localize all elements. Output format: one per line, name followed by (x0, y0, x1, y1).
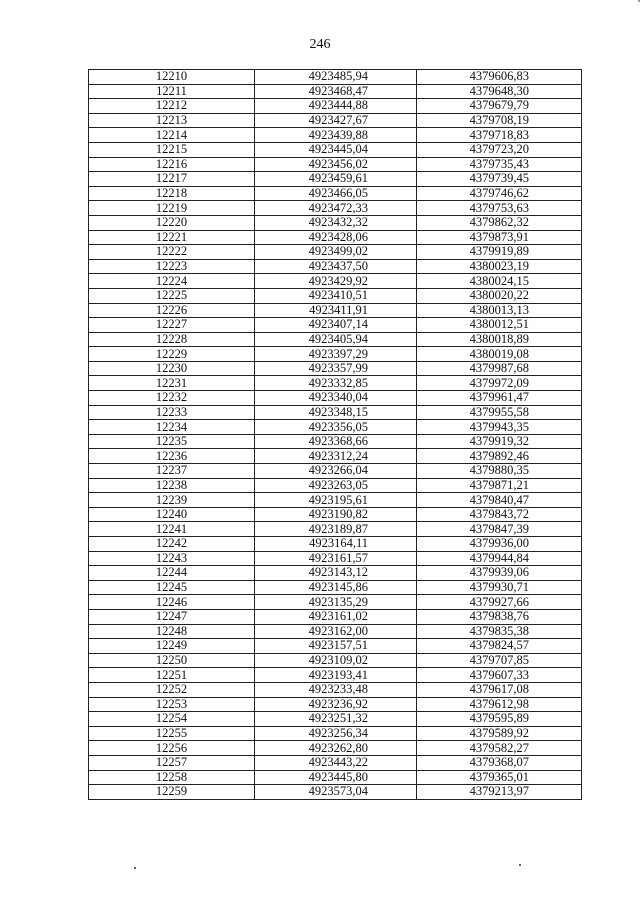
table-row (89, 493, 582, 508)
table-row (89, 551, 582, 566)
y-coordinate-cell: 4379612,98 (417, 697, 582, 712)
table-row (89, 464, 582, 479)
x-coordinate-cell: 4923357,99 (255, 361, 417, 376)
x-coordinate-cell: 4923332,85 (255, 376, 417, 391)
point-number-cell: 12220 (89, 215, 255, 230)
table-row (89, 361, 582, 376)
x-coordinate-cell: 4923348,15 (255, 405, 417, 420)
x-coordinate-cell: 4923468,47 (255, 84, 417, 99)
point-number-cell: 12227 (89, 318, 255, 333)
point-number-cell: 12218 (89, 186, 255, 201)
table-row (89, 84, 582, 99)
y-coordinate-cell: 4379961,47 (417, 391, 582, 406)
x-coordinate-cell: 4923256,34 (255, 726, 417, 741)
x-coordinate-cell: 4923444,88 (255, 99, 417, 114)
y-coordinate-cell: 4380023,19 (417, 259, 582, 274)
x-coordinate-cell: 4923437,50 (255, 259, 417, 274)
point-number-cell: 12216 (89, 157, 255, 172)
point-number-cell: 12233 (89, 405, 255, 420)
x-coordinate-cell: 4923368,66 (255, 434, 417, 449)
table-row (89, 215, 582, 230)
point-number-cell: 12211 (89, 84, 255, 99)
x-coordinate-cell: 4923262,80 (255, 741, 417, 756)
page-number: 246 (309, 37, 331, 52)
y-coordinate-cell: 4379835,38 (417, 624, 582, 639)
x-coordinate-cell: 4923266,04 (255, 464, 417, 479)
point-number-cell: 12259 (89, 785, 255, 800)
x-coordinate-cell: 4923439,88 (255, 128, 417, 143)
point-number-cell: 12249 (89, 639, 255, 654)
point-number-cell: 12224 (89, 274, 255, 289)
y-coordinate-cell: 4379735,43 (417, 157, 582, 172)
table-row (89, 682, 582, 697)
y-coordinate-cell: 4379718,83 (417, 128, 582, 143)
x-coordinate-cell: 4923312,24 (255, 449, 417, 464)
table-row (89, 639, 582, 654)
point-number-cell: 12231 (89, 376, 255, 391)
table-row (89, 595, 582, 610)
scan-speck (134, 867, 136, 869)
point-number-cell: 12240 (89, 507, 255, 522)
point-number-cell: 12247 (89, 609, 255, 624)
point-number-cell: 12226 (89, 303, 255, 318)
table-row (89, 172, 582, 187)
x-coordinate-cell: 4923466,05 (255, 186, 417, 201)
y-coordinate-cell: 4379617,08 (417, 682, 582, 697)
x-coordinate-cell: 4923109,02 (255, 653, 417, 668)
table-row (89, 609, 582, 624)
y-coordinate-cell: 4379679,79 (417, 99, 582, 114)
table-row (89, 537, 582, 552)
x-coordinate-cell: 4923485,94 (255, 70, 417, 85)
y-coordinate-cell: 4379368,07 (417, 755, 582, 770)
table-row (89, 113, 582, 128)
point-number-cell: 12212 (89, 99, 255, 114)
y-coordinate-cell: 4379708,19 (417, 113, 582, 128)
y-coordinate-cell: 4380024,15 (417, 274, 582, 289)
table-row (89, 507, 582, 522)
table-row (89, 128, 582, 143)
y-coordinate-cell: 4379365,01 (417, 770, 582, 785)
coordinates-table-body (89, 70, 582, 800)
point-number-cell: 12248 (89, 624, 255, 639)
table-row (89, 70, 582, 85)
x-coordinate-cell: 4923162,00 (255, 624, 417, 639)
point-number-cell: 12232 (89, 391, 255, 406)
x-coordinate-cell: 4923251,32 (255, 712, 417, 727)
y-coordinate-cell: 4380020,22 (417, 288, 582, 303)
y-coordinate-cell: 4379707,85 (417, 653, 582, 668)
y-coordinate-cell: 4379972,09 (417, 376, 582, 391)
y-coordinate-cell: 4379838,76 (417, 609, 582, 624)
y-coordinate-cell: 4379919,89 (417, 245, 582, 260)
y-coordinate-cell: 4379847,39 (417, 522, 582, 537)
x-coordinate-cell: 4923189,87 (255, 522, 417, 537)
x-coordinate-cell: 4923459,61 (255, 172, 417, 187)
point-number-cell: 12214 (89, 128, 255, 143)
x-coordinate-cell: 4923145,86 (255, 580, 417, 595)
y-coordinate-cell: 4379840,47 (417, 493, 582, 508)
y-coordinate-cell: 4379739,45 (417, 172, 582, 187)
x-coordinate-cell: 4923499,02 (255, 245, 417, 260)
point-number-cell: 12239 (89, 493, 255, 508)
table-row (89, 653, 582, 668)
table-row (89, 318, 582, 333)
point-number-cell: 12235 (89, 434, 255, 449)
point-number-cell: 12210 (89, 70, 255, 85)
table-row (89, 434, 582, 449)
table-row (89, 580, 582, 595)
table-row (89, 478, 582, 493)
point-number-cell: 12236 (89, 449, 255, 464)
x-coordinate-cell: 4923233,48 (255, 682, 417, 697)
table-row (89, 376, 582, 391)
point-number-cell: 12257 (89, 755, 255, 770)
table-row (89, 668, 582, 683)
y-coordinate-cell: 4379648,30 (417, 84, 582, 99)
y-coordinate-cell: 4379589,92 (417, 726, 582, 741)
y-coordinate-cell: 4379824,57 (417, 639, 582, 654)
scan-speck (519, 864, 521, 866)
x-coordinate-cell: 4923411,91 (255, 303, 417, 318)
x-coordinate-cell: 4923429,92 (255, 274, 417, 289)
y-coordinate-cell: 4379213,97 (417, 785, 582, 800)
x-coordinate-cell: 4923397,29 (255, 347, 417, 362)
table-row (89, 230, 582, 245)
point-number-cell: 12217 (89, 172, 255, 187)
x-coordinate-cell: 4923161,57 (255, 551, 417, 566)
table-row (89, 726, 582, 741)
table-row (89, 303, 582, 318)
x-coordinate-cell: 4923161,02 (255, 609, 417, 624)
x-coordinate-cell: 4923340,04 (255, 391, 417, 406)
point-number-cell: 12252 (89, 682, 255, 697)
table-row (89, 449, 582, 464)
y-coordinate-cell: 4379873,91 (417, 230, 582, 245)
point-number-cell: 12243 (89, 551, 255, 566)
coordinates-table (88, 69, 582, 800)
table-row (89, 347, 582, 362)
table-row (89, 697, 582, 712)
y-coordinate-cell: 4379944,84 (417, 551, 582, 566)
x-coordinate-cell: 4923445,04 (255, 142, 417, 157)
x-coordinate-cell: 4923472,33 (255, 201, 417, 216)
table-row (89, 391, 582, 406)
x-coordinate-cell: 4923427,67 (255, 113, 417, 128)
x-coordinate-cell: 4923193,41 (255, 668, 417, 683)
y-coordinate-cell: 4379582,27 (417, 741, 582, 756)
table-row (89, 288, 582, 303)
point-number-cell: 12230 (89, 361, 255, 376)
point-number-cell: 12237 (89, 464, 255, 479)
y-coordinate-cell: 4379723,20 (417, 142, 582, 157)
point-number-cell: 12215 (89, 142, 255, 157)
table-row (89, 420, 582, 435)
table-row (89, 785, 582, 800)
table-row (89, 770, 582, 785)
table-row (89, 186, 582, 201)
x-coordinate-cell: 4923236,92 (255, 697, 417, 712)
y-coordinate-cell: 4379943,35 (417, 420, 582, 435)
point-number-cell: 12246 (89, 595, 255, 610)
x-coordinate-cell: 4923190,82 (255, 507, 417, 522)
y-coordinate-cell: 4380013,13 (417, 303, 582, 318)
x-coordinate-cell: 4923573,04 (255, 785, 417, 800)
point-number-cell: 12251 (89, 668, 255, 683)
x-coordinate-cell: 4923428,06 (255, 230, 417, 245)
table-row (89, 332, 582, 347)
y-coordinate-cell: 4379880,35 (417, 464, 582, 479)
x-coordinate-cell: 4923410,51 (255, 288, 417, 303)
x-coordinate-cell: 4923356,05 (255, 420, 417, 435)
y-coordinate-cell: 4379892,46 (417, 449, 582, 464)
point-number-cell: 12225 (89, 288, 255, 303)
point-number-cell: 12256 (89, 741, 255, 756)
table-row (89, 405, 582, 420)
y-coordinate-cell: 4379746,62 (417, 186, 582, 201)
y-coordinate-cell: 4379862,32 (417, 215, 582, 230)
point-number-cell: 12258 (89, 770, 255, 785)
table-row (89, 157, 582, 172)
table-row (89, 142, 582, 157)
y-coordinate-cell: 4379987,68 (417, 361, 582, 376)
point-number-cell: 12250 (89, 653, 255, 668)
point-number-cell: 12255 (89, 726, 255, 741)
point-number-cell: 12254 (89, 712, 255, 727)
x-coordinate-cell: 4923157,51 (255, 639, 417, 654)
point-number-cell: 12228 (89, 332, 255, 347)
y-coordinate-cell: 4379936,00 (417, 537, 582, 552)
table-row (89, 741, 582, 756)
table-row (89, 259, 582, 274)
point-number-cell: 12238 (89, 478, 255, 493)
x-coordinate-cell: 4923407,14 (255, 318, 417, 333)
point-number-cell: 12241 (89, 522, 255, 537)
y-coordinate-cell: 4379927,66 (417, 595, 582, 610)
y-coordinate-cell: 4379930,71 (417, 580, 582, 595)
x-coordinate-cell: 4923445,80 (255, 770, 417, 785)
y-coordinate-cell: 4379939,06 (417, 566, 582, 581)
point-number-cell: 12242 (89, 537, 255, 552)
point-number-cell: 12213 (89, 113, 255, 128)
y-coordinate-cell: 4379595,89 (417, 712, 582, 727)
table-row (89, 624, 582, 639)
x-coordinate-cell: 4923143,12 (255, 566, 417, 581)
y-coordinate-cell: 4379843,72 (417, 507, 582, 522)
table-row (89, 755, 582, 770)
x-coordinate-cell: 4923456,02 (255, 157, 417, 172)
point-number-cell: 12229 (89, 347, 255, 362)
table-row (89, 274, 582, 289)
table-row (89, 99, 582, 114)
y-coordinate-cell: 4380018,89 (417, 332, 582, 347)
y-coordinate-cell: 4380019,08 (417, 347, 582, 362)
y-coordinate-cell: 4379919,32 (417, 434, 582, 449)
x-coordinate-cell: 4923164,11 (255, 537, 417, 552)
y-coordinate-cell: 4380012,51 (417, 318, 582, 333)
table-row (89, 712, 582, 727)
y-coordinate-cell: 4379955,58 (417, 405, 582, 420)
point-number-cell: 12234 (89, 420, 255, 435)
table-row (89, 201, 582, 216)
x-coordinate-cell: 4923195,61 (255, 493, 417, 508)
y-coordinate-cell: 4379606,83 (417, 70, 582, 85)
x-coordinate-cell: 4923405,94 (255, 332, 417, 347)
x-coordinate-cell: 4923135,29 (255, 595, 417, 610)
point-number-cell: 12221 (89, 230, 255, 245)
point-number-cell: 12222 (89, 245, 255, 260)
x-coordinate-cell: 4923443,22 (255, 755, 417, 770)
y-coordinate-cell: 4379871,21 (417, 478, 582, 493)
point-number-cell: 12219 (89, 201, 255, 216)
table-row (89, 566, 582, 581)
point-number-cell: 12223 (89, 259, 255, 274)
x-coordinate-cell: 4923263,05 (255, 478, 417, 493)
point-number-cell: 12244 (89, 566, 255, 581)
x-coordinate-cell: 4923432,32 (255, 215, 417, 230)
y-coordinate-cell: 4379607,33 (417, 668, 582, 683)
point-number-cell: 12245 (89, 580, 255, 595)
table-row (89, 245, 582, 260)
table-row (89, 522, 582, 537)
point-number-cell: 12253 (89, 697, 255, 712)
y-coordinate-cell: 4379753,63 (417, 201, 582, 216)
